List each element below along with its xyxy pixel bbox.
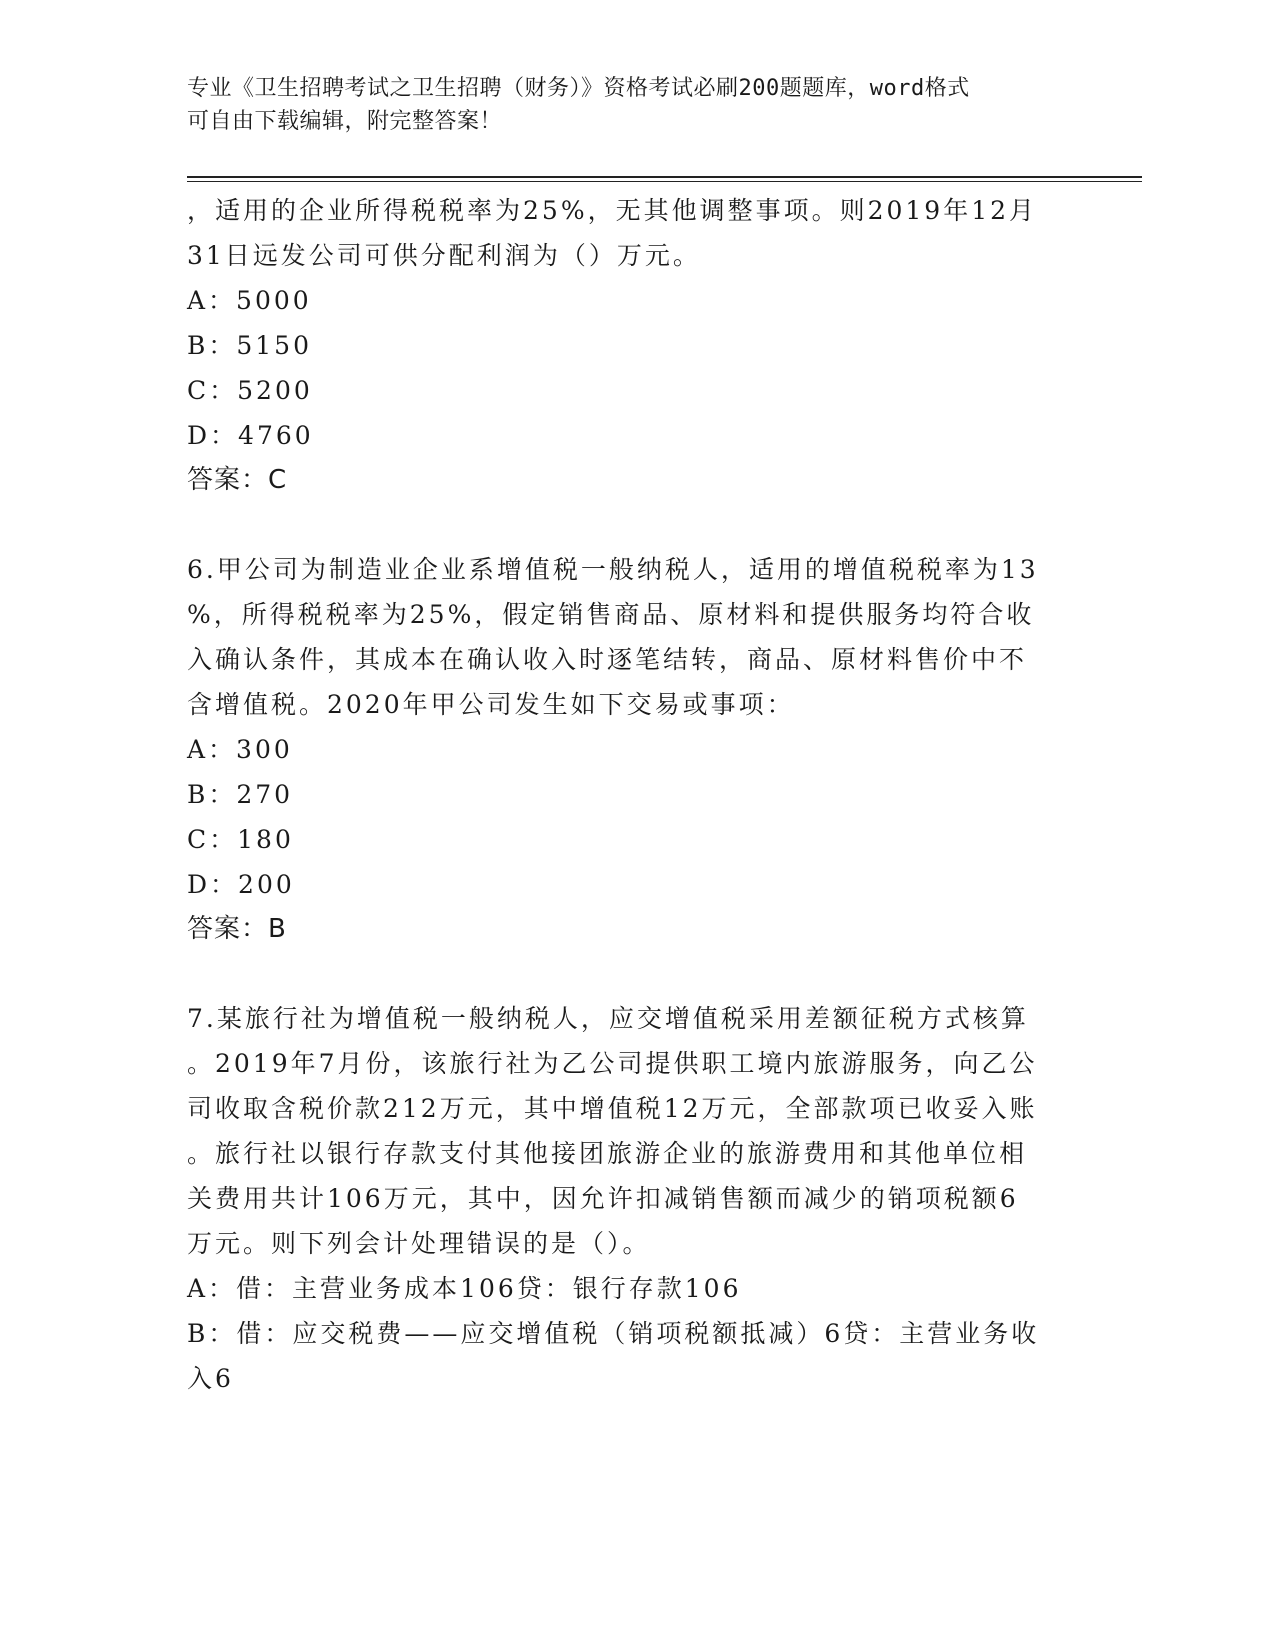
question-7-text-line1: 7.某旅行社为增值税一般纳税人，应交增值税采用差额征税方式核算 (187, 1004, 1029, 1033)
question-6 (187, 547, 1067, 952)
question-7-text-line6: 万元。则下列会计处理错误的是（）。 (187, 1229, 651, 1258)
question-spacer (187, 503, 1067, 547)
header-divider-thick (187, 176, 1142, 178)
question-7-option-a: A：借：主营业务成本106贷：银行存款106 (187, 1274, 742, 1303)
question-7-text-line2: 。2019年7月份，该旅行社为乙公司提供职工境内旅游服务，向乙公 (187, 1049, 1038, 1078)
question-5-answer: 答案：C (187, 465, 288, 495)
question-6-text-line4: 含增值税。2020年甲公司发生如下交易或事项： (187, 690, 795, 719)
question-6-option-b: B：270 (187, 780, 294, 809)
question-5-option-c: C：5200 (187, 376, 313, 405)
question-6-option-a: A：300 (187, 735, 293, 764)
question-6-text-line1: 6.甲公司为制造业企业系增值税一般纳税人，适用的增值税税率为13 (187, 555, 1039, 584)
question-5-text-line1: ，适用的企业所得税税率为25%，无其他调整事项。则2019年12月 (187, 196, 1038, 225)
page-header (187, 72, 1067, 138)
question-7-option-b-line1: B：借：应交税费——应交增值税（销项税额抵减）6贷：主营业务收 (187, 1319, 1040, 1348)
question-7-text-line4: 。旅行社以银行存款支付其他接团旅游企业的旅游费用和其他单位相 (187, 1139, 1028, 1168)
question-5 (187, 188, 1067, 503)
question-spacer (187, 952, 1067, 996)
question-6-answer: 答案：B (187, 914, 287, 944)
header-title-line2: 可自由下载编辑，附完整答案！ (187, 109, 503, 134)
question-7-text-line3: 司收取含税价款212万元，其中增值税12万元，全部款项已收妥入账 (187, 1094, 1038, 1123)
question-5-option-a: A：5000 (187, 286, 312, 315)
document-body (187, 188, 1067, 1401)
question-5-option-d: D：4760 (187, 421, 314, 450)
header-title-line1: 专业《卫生招聘考试之卫生招聘（财务）》资格考试必刷200题题库，word格式 (187, 76, 970, 101)
question-5-option-b: B：5150 (187, 331, 312, 360)
question-6-option-d: D：200 (187, 870, 295, 899)
question-6-text-line2: %，所得税税率为25%，假定销售商品、原材料和提供服务均符合收 (187, 600, 1035, 629)
question-6-text-line3: 入确认条件，其成本在确认收入时逐笔结转，商品、原材料售价中不 (187, 645, 1028, 674)
question-7-option-b-line2: 入6 (187, 1364, 234, 1393)
question-5-text-line2: 31日远发公司可供分配利润为（）万元。 (187, 241, 701, 270)
question-7-text-line5: 关费用共计106万元，其中，因允许扣减销售额而减少的销项税额6 (187, 1184, 1019, 1213)
question-6-option-c: C：180 (187, 825, 294, 854)
header-divider-thin (187, 181, 1142, 182)
question-7 (187, 996, 1067, 1401)
